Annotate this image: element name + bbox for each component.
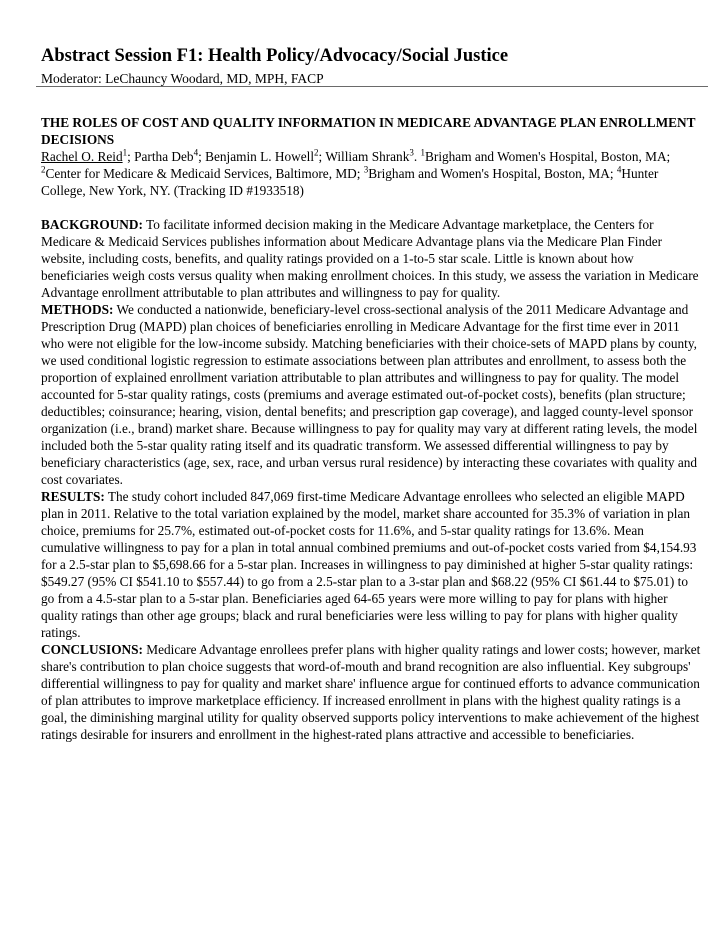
methods-section <box>41 301 701 488</box>
affiliation-marker: 4 <box>193 147 199 158</box>
background-section <box>41 216 701 301</box>
author-name: ; Partha Deb <box>127 149 194 164</box>
conclusions-section <box>41 641 701 743</box>
results-text: The study cohort included 847,069 first-time Medicare Advantage enrollees who selected an eligible MAPD plan in 2011. Relative to the total variation explained by the model, market share accounted for 35.3% of variation in plan choice, premiums for 25.7%, estimated out-of-pocket costs for 11.6%, and 5-star quality ratings for 13.6%. Mean cumulative willingness to pay for a plan in total annual combined premiums and out-of-pocket costs varied from $4,154.93 for a 2.5-star plan to $5,698.66 for a 5-star plan. Increases in willingness to pay diminished at higher 5-star quality ratings: $549.27 (95% CI $541.10 to $557.44) to go from a 2.5-star plan to a 3-star plan and $68.22 (95% CI $61.44 to $75.01) to go from a 4.5-star plan to a 5-star plan. Beneficiaries aged 64-65 years were more willing to pay for plans with higher quality ratings than other age groups; black and rural beneficiaries were less willing to pay for plans with higher quality ratings. <box>41 489 697 640</box>
affiliation-marker: 1 <box>420 147 426 158</box>
background-text: To facilitate informed decision making in the Medicare Advantage marketplace, the Centers for Medicare & Medicaid Services publishes information about Medicare Advantage plans via the Medicare Plan Finder website, including costs, benefits, and quality ratings provided on a 1-to-5 star scale. Little is known about how beneficiaries weigh costs versus quality when making enrollment choices. In this study, we assess the variation in Medicare Advantage enrollment attributable to plan attributes and willingness to pay for quality. <box>41 217 699 300</box>
author-separator: . <box>413 149 421 164</box>
affiliation-marker: 2 <box>314 147 319 158</box>
background-label: BACKGROUND: <box>41 217 143 232</box>
affiliation: Brigham and Women's Hospital, Boston, MA; <box>425 149 671 164</box>
results-section <box>41 488 701 641</box>
affiliation-marker: 2 <box>41 164 46 175</box>
conclusions-label: CONCLUSIONS: <box>41 642 143 657</box>
moderator-line: Moderator: LeChauncy Woodard, MD, MPH, FACP <box>41 71 324 86</box>
affiliation: Center for Medicare & Medicaid Services, Baltimore, MD; <box>45 166 364 181</box>
author-list <box>41 148 701 199</box>
document-page <box>41 44 701 743</box>
abstract-title: THE ROLES OF COST AND QUALITY INFORMATION IN MEDICARE ADVANTAGE PLAN ENROLLMENT DECISIONS <box>41 115 696 147</box>
author-name: ; Benjamin L. Howell <box>198 149 315 164</box>
affiliation-marker: 1 <box>122 147 128 158</box>
conclusions-text: Medicare Advantage enrollees prefer plans with higher quality ratings and lower costs; however, market share's contribution to plan choice suggests that word-of-mouth and brand recognition are also influential. Key subgroups' differential willingness to pay for quality and market share' influence argue for continued efforts to advance communication of plan attributes to improve marketplace efficiency. If increased enrollment in plans with the highest quality ratings is a goal, the diminishing marginal utility for quality observed supports policy interventions to make achievement of the highest ratings desirable for insurers and enrollment in the highest-rated plans attractive and accessible to beneficiaries. <box>41 642 701 742</box>
affiliation-marker: 3 <box>409 147 414 158</box>
affiliation: Brigham and Women's Hospital, Boston, MA; <box>368 166 617 181</box>
affiliation-marker: 3 <box>363 164 369 175</box>
session-title: Abstract Session F1: Health Policy/Advocacy/Social Justice <box>41 46 509 66</box>
abstract <box>41 114 701 743</box>
affiliation-marker: 4 <box>616 164 622 175</box>
methods-label: METHODS: <box>41 302 114 317</box>
affiliation: Hunter College, New York, NY. (Tracking ID #1933518) <box>41 166 659 198</box>
methods-text: We conducted a nationwide, beneficiary-level cross-sectional analysis of the 2011 Medicare Advantage and Prescription Drug (MAPD) plan choices of beneficiaries enrolling in Medicare Advantage for the first time ever in 2011 who were not eligible for the low-income subsidy. Matching beneficiaries with their choice-sets of MAPD plans by county, we used conditional logistic regression to estimate associations between plan attributes and enrollment, to assess both the proportion of explained enrollment variation attributable to plan attributes and willingness to pay for quality. The model accounted for 5-star quality ratings, costs (premiums and average estimated out-of-pocket costs), benefits (plan structure; deductibles; coinsurance; hearing, vision, dental benefits; and prescription gap coverage), and lagged county-level sponsor organization (i.e., brand) market share. Because willingness to pay for quality may vary at different rating levels, the model included both the 5-star quality rating itself and its quadratic transform. We assessed differential willingness to pay by beneficiary characteristics (age, sex, race, and urban versus rural residence) by interacting these covariates with quality and cost covariates. <box>41 302 698 487</box>
results-label: RESULTS: <box>41 489 105 504</box>
author-name: ; William Shrank <box>318 149 410 164</box>
presenting-author: Rachel O. Reid <box>41 149 123 164</box>
